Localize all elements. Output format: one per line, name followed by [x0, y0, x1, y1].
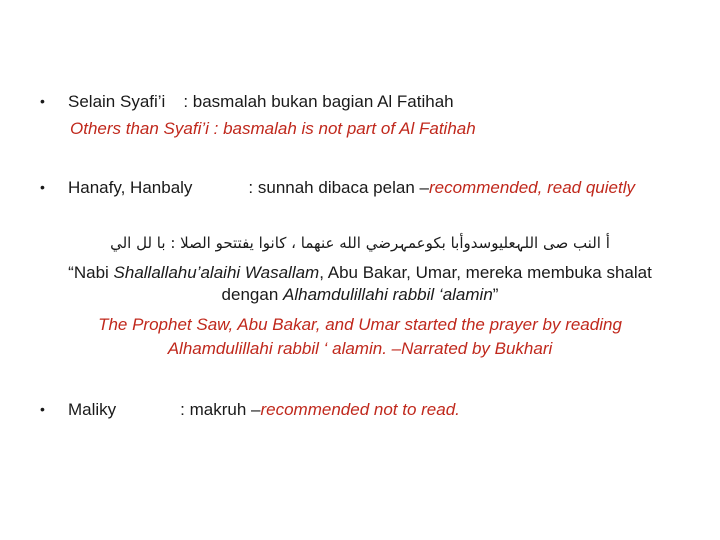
item-label: Hanafy, Hanbaly	[68, 178, 193, 197]
bullet-item-hanafy-hanbaly	[40, 176, 635, 199]
bullet-icon: •	[40, 401, 45, 417]
item-translation: recommended not to read.	[260, 400, 460, 419]
hadith-indonesian-rest: , Abu Bakar, Umar, mereka membuka shalat	[319, 263, 652, 282]
hadith-alhamdulillah: Alhamdulillahi rabbil ‘alamin	[283, 285, 493, 304]
item-text: : basmalah bukan bagian Al Fatihah	[183, 92, 454, 111]
hadith-quote-prefix: “Nabi	[68, 263, 114, 282]
hadith-indonesian-line2	[0, 284, 720, 306]
item-text: : sunnah dibaca pelan –	[248, 178, 429, 197]
hadith-arabic: أ النب صى اللہعليوسدوأبا بكوعمہرضي الله عنهما ، كانوا يفتتحو الصلا : با لل الي	[110, 234, 610, 252]
item-label: Selain Syafi’i	[68, 92, 166, 111]
item-text: : makruh –	[180, 400, 261, 419]
item-translation: recommended, read quietly	[428, 178, 635, 197]
item-label: Maliky	[68, 400, 117, 419]
hadith-line2-prefix: dengan	[221, 285, 283, 304]
hadith-salutation: Shallallahu’alaihi Wasallam	[113, 263, 320, 282]
hadith-english-line2: Alhamdulillahi rabbil ‘ alamin. –Narrated by Bukhari	[167, 339, 553, 358]
hadith-indonesian-line1	[0, 262, 720, 284]
bullet-item-selain-syafii	[40, 90, 454, 113]
item-translation: Others than Syafi’i : basmalah is not part of Al Fatihah	[70, 119, 476, 138]
bullet-item-maliky	[40, 398, 460, 421]
hadith-english-line1: The Prophet Saw, Abu Bakar, and Umar started the prayer by reading	[98, 315, 622, 334]
bullet-icon: •	[40, 93, 45, 109]
hadith-line2-suffix: ”	[492, 285, 499, 304]
bullet-icon: •	[40, 179, 45, 195]
